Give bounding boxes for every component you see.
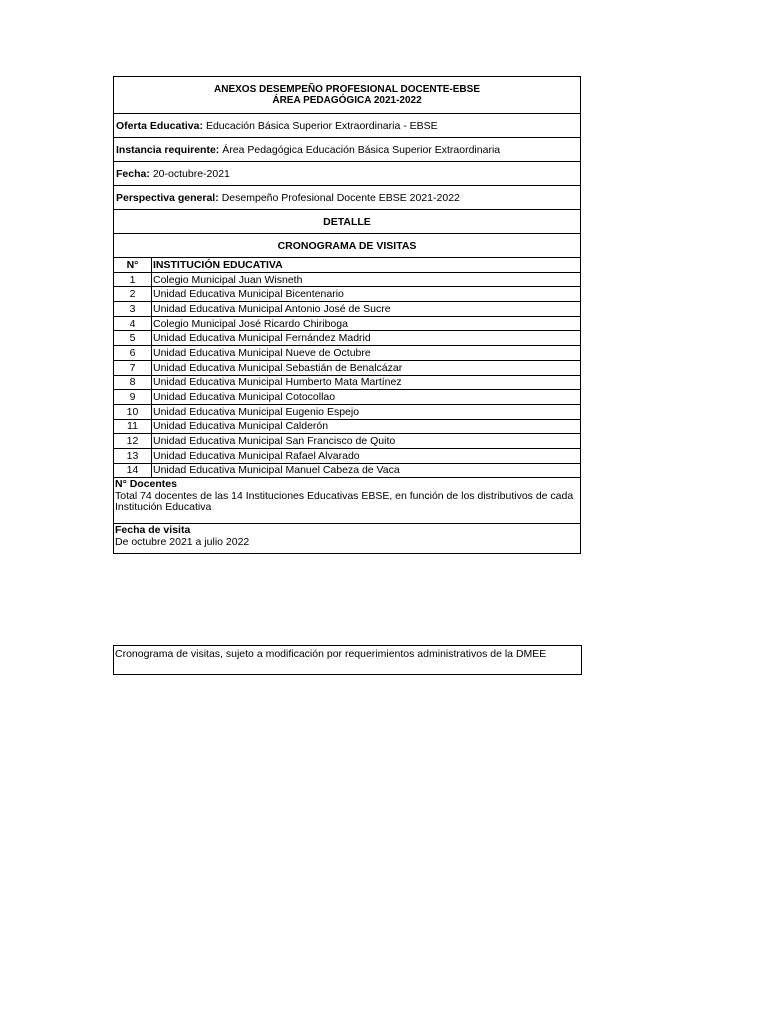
perspectiva-row (114, 186, 580, 210)
schools-table-body (114, 272, 580, 478)
table-row (114, 463, 580, 478)
row-institution-name: Unidad Educativa Municipal San Francisco de Quito (152, 434, 581, 449)
table-row (114, 316, 580, 331)
row-institution-name: Colegio Municipal Juan Wisneth (152, 272, 581, 287)
row-institution-name: Unidad Educativa Municipal Fernández Madrid (152, 331, 581, 346)
table-row (114, 434, 580, 449)
column-header-institucion: INSTITUCIÓN EDUCATIVA (152, 258, 581, 272)
table-row (114, 419, 580, 434)
row-number: 1 (114, 272, 152, 287)
table-row (114, 331, 580, 346)
perspectiva-value: Desempeño Profesional Docente EBSE 2021-2022 (221, 191, 460, 204)
fecha-value: 20-octubre-2021 (152, 167, 230, 180)
document-sheet (113, 76, 581, 554)
docentes-text: Total 74 docentes de las 14 Instituciones Educativas EBSE, en función de los distributivos de cada Institución Educativa (115, 489, 574, 514)
document-title (114, 77, 580, 114)
detalle-heading: DETALLE (114, 210, 580, 234)
table-header-row (114, 258, 580, 272)
row-institution-name: Unidad Educativa Municipal Nueve de Octubre (152, 346, 581, 361)
table-row (114, 272, 580, 287)
row-number: 14 (114, 463, 152, 478)
row-institution-name: Unidad Educativa Municipal Humberto Mata Martínez (152, 375, 581, 390)
column-header-num: N° (114, 258, 152, 272)
row-institution-name: Unidad Educativa Municipal Calderón (152, 419, 581, 434)
row-number: 7 (114, 360, 152, 375)
row-institution-name: Unidad Educativa Municipal Manuel Cabeza de Vaca (152, 463, 581, 478)
instancia-row (114, 138, 580, 162)
row-number: 11 (114, 419, 152, 434)
row-number: 6 (114, 346, 152, 361)
docentes-block (114, 478, 580, 524)
row-number: 13 (114, 448, 152, 463)
row-number: 5 (114, 331, 152, 346)
fecha-label: Fecha: (116, 167, 150, 180)
schools-table (114, 258, 580, 478)
row-institution-name: Unidad Educativa Municipal Sebastián de Benalcázar (152, 360, 581, 375)
fecha-row (114, 162, 580, 186)
title-line-2: ÁREA PEDAGÓGICA 2021-2022 (272, 95, 422, 106)
instancia-value: Área Pedagógica Educación Básica Superior Extraordinaria (222, 143, 501, 156)
row-institution-name: Unidad Educativa Municipal Antonio José de Sucre (152, 302, 581, 317)
row-institution-name: Unidad Educativa Municipal Eugenio Espejo (152, 404, 581, 419)
row-number: 9 (114, 390, 152, 405)
row-number: 2 (114, 287, 152, 302)
oferta-row (114, 114, 580, 138)
row-number: 4 (114, 316, 152, 331)
table-row (114, 302, 580, 317)
fecha-visita-label: Fecha de visita (115, 524, 191, 537)
table-row (114, 448, 580, 463)
table-row (114, 390, 580, 405)
docentes-label: N° Docentes (115, 478, 177, 491)
fecha-visita-block (114, 524, 580, 553)
title-line-1: ANEXOS DESEMPEÑO PROFESIONAL DOCENTE-EBSE (214, 84, 480, 95)
table-row (114, 375, 580, 390)
table-row (114, 404, 580, 419)
row-institution-name: Unidad Educativa Municipal Bicentenario (152, 287, 581, 302)
row-institution-name: Colegio Municipal José Ricardo Chiriboga (152, 316, 581, 331)
table-row (114, 346, 580, 361)
table-row (114, 287, 580, 302)
row-number: 12 (114, 434, 152, 449)
oferta-value: Educación Básica Superior Extraordinaria - EBSE (205, 119, 438, 132)
cronograma-heading: CRONOGRAMA DE VISITAS (114, 234, 580, 258)
row-institution-name: Unidad Educativa Municipal Rafael Alvarado (152, 448, 581, 463)
row-number: 10 (114, 404, 152, 419)
table-row (114, 360, 580, 375)
row-number: 8 (114, 375, 152, 390)
oferta-label: Oferta Educativa: (116, 119, 203, 132)
schedule-note: Cronograma de visitas, sujeto a modificación por requerimientos administrativos de la DMEE (113, 645, 582, 675)
row-institution-name: Unidad Educativa Municipal Cotocollao (152, 390, 581, 405)
perspectiva-label: Perspectiva general: (116, 191, 219, 204)
row-number: 3 (114, 302, 152, 317)
instancia-label: Instancia requirente: (116, 143, 220, 156)
fecha-visita-text: De octubre 2021 a julio 2022 (115, 535, 250, 548)
